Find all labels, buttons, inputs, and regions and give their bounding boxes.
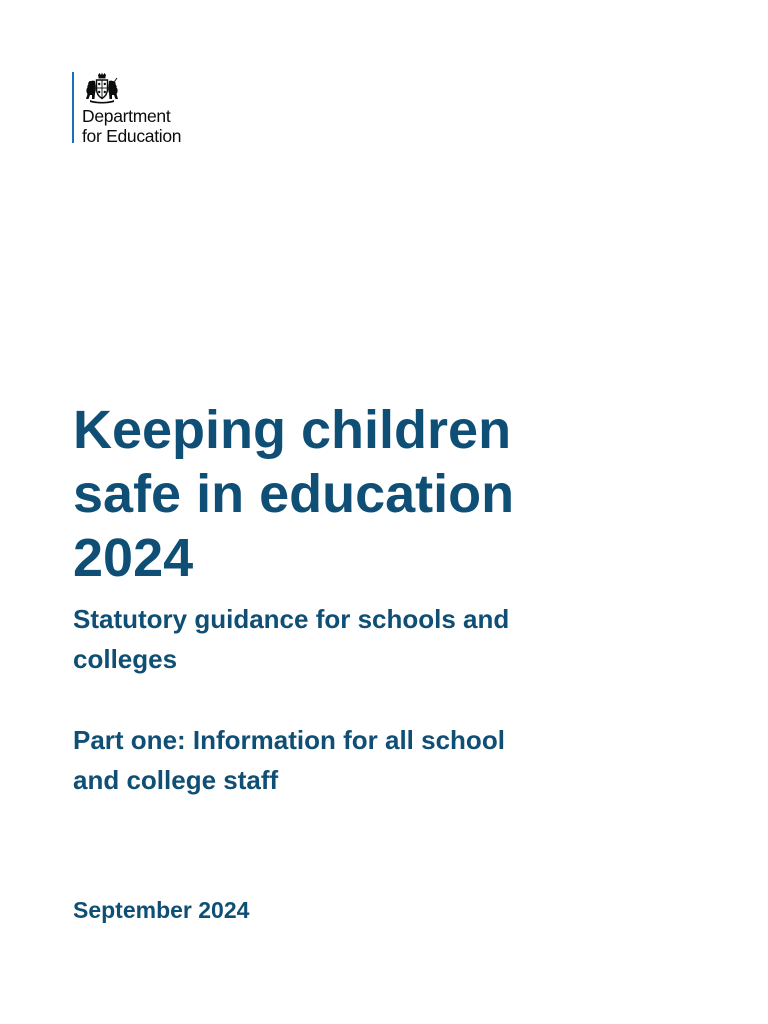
subtitle-line-2: colleges (73, 644, 178, 674)
royal-coat-of-arms-icon (82, 72, 122, 104)
document-part-heading (73, 720, 673, 800)
subtitle-line-1: Statutory guidance for schools and (73, 604, 510, 634)
department-logo (72, 72, 181, 146)
logo-wordmark (82, 106, 181, 146)
part-line-2: and college staff (73, 765, 279, 795)
title-line-2: safe in education (73, 464, 515, 524)
title-line-3: 2024 (73, 528, 194, 588)
logo-content (82, 72, 181, 146)
logo-divider-rule (72, 72, 74, 143)
title-line-1: Keeping children (73, 400, 512, 460)
logo-text-line-2: for Education (82, 126, 182, 146)
publication-date: September 2024 (73, 897, 250, 923)
document-title (73, 398, 693, 590)
part-line-1: Part one: Information for all school (73, 725, 505, 755)
logo-text-line-1: Department (82, 106, 171, 126)
document-subtitle (73, 599, 673, 679)
